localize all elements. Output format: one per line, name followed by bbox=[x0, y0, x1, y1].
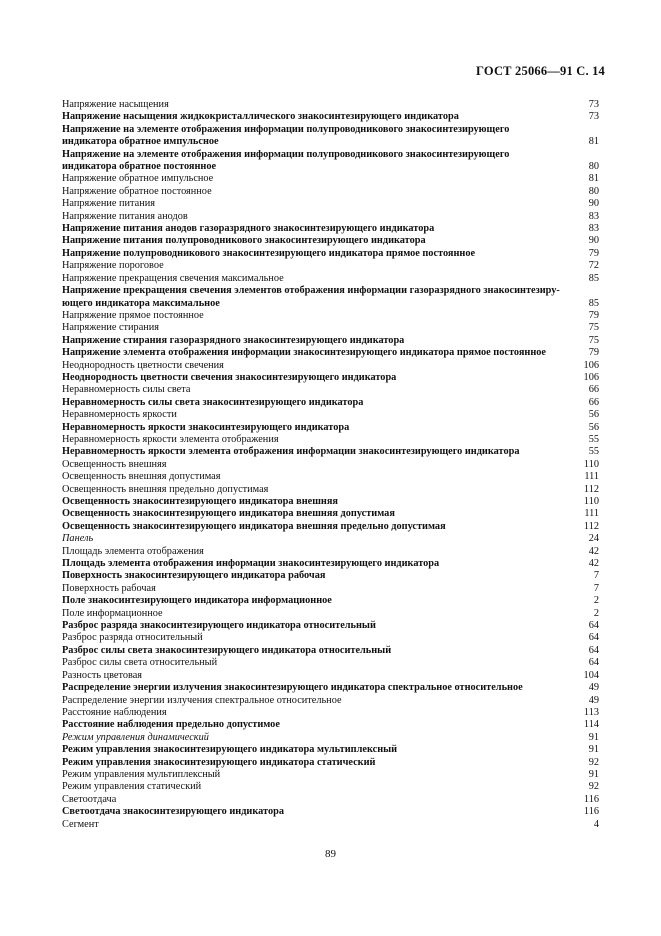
index-entry bbox=[62, 484, 599, 496]
index-page-number: 79 bbox=[588, 309, 599, 321]
index-entry bbox=[62, 149, 599, 174]
index-term: Неравномерность яркости знакосинтезирующего индикатора bbox=[62, 421, 350, 433]
index-term: Напряжение насыщения bbox=[62, 99, 169, 110]
index-page-number: 116 bbox=[583, 793, 599, 805]
index-entry bbox=[62, 173, 599, 185]
index-page-number: 85 bbox=[588, 297, 599, 309]
index-entry bbox=[62, 570, 599, 582]
index-term: Напряжение элемента отображения информации знакосинтезирующего индикатора прямое постоянное bbox=[62, 347, 546, 359]
index-term: Освещенность внешняя bbox=[62, 458, 167, 470]
index-entry bbox=[62, 335, 599, 347]
index-page-number: 2 bbox=[593, 607, 599, 619]
index-page-number: 24 bbox=[588, 533, 599, 545]
index-entry bbox=[62, 384, 599, 396]
index-entry bbox=[62, 347, 599, 359]
index-entry bbox=[62, 682, 599, 694]
index-page-number: 75 bbox=[588, 322, 599, 334]
index-term: Напряжение на элементе отображения информации полупроводникового знакосинтезирующего индикатора обратное импульсное bbox=[62, 123, 510, 148]
index-term: Напряжение прямое постоянное bbox=[62, 309, 204, 321]
index-entry bbox=[62, 732, 599, 744]
index-entry bbox=[62, 595, 599, 607]
index-term: Освещенность знакосинтезирующего индикатора внешняя допустимая bbox=[62, 508, 395, 520]
index-term: Напряжение насыщения жидкокристаллического знакосинтезирующего индикатора bbox=[62, 111, 459, 123]
index-page-number: 111 bbox=[584, 471, 599, 483]
index-term: Неравномерность силы света знакосинтезирующего индикатора bbox=[62, 396, 364, 408]
index-entry bbox=[62, 397, 599, 409]
index-entry bbox=[62, 223, 599, 235]
index-page-number: 90 bbox=[588, 198, 599, 210]
index-page-number: 110 bbox=[583, 496, 599, 507]
index-page-number: 7 bbox=[593, 582, 599, 594]
index-term: Напряжение обратное постоянное bbox=[62, 185, 212, 197]
index-page-number: 7 bbox=[593, 570, 599, 582]
index-entry bbox=[62, 111, 599, 123]
index-page-number: 55 bbox=[588, 446, 599, 458]
index-term: Напряжение питания анодов bbox=[62, 210, 188, 222]
index-term: Неравномерность яркости элемента отображения bbox=[62, 433, 279, 445]
index-page-number: 66 bbox=[588, 384, 599, 396]
index-term: Режим управления знакосинтезирующего индикатора статический bbox=[62, 756, 376, 768]
index-entry bbox=[62, 372, 599, 384]
index-term: Площадь элемента отображения bbox=[62, 545, 204, 557]
index-term: Напряжение обратное импульсное bbox=[62, 173, 214, 185]
index-term: Неравномерность яркости bbox=[62, 409, 177, 421]
index-page-number: 64 bbox=[588, 657, 599, 669]
index-term: Разброс разряда относительный bbox=[62, 632, 203, 644]
index-term: Освещенность внешняя предельно допустимая bbox=[62, 483, 269, 495]
index-term: Разброс разряда знакосинтезирующего индикатора относительный bbox=[62, 620, 376, 632]
index-entry bbox=[62, 310, 599, 322]
index-term: Напряжение стирания газоразрядного знакосинтезирующего индикатора bbox=[62, 334, 405, 346]
index-entry bbox=[62, 583, 599, 595]
index-entry bbox=[62, 260, 599, 272]
index-page-number: 42 bbox=[588, 558, 599, 570]
index-page-number: 85 bbox=[588, 272, 599, 284]
index-entry bbox=[62, 558, 599, 570]
index-page-number: 104 bbox=[583, 669, 599, 681]
index-entry bbox=[62, 769, 599, 781]
index-page-number: 114 bbox=[583, 719, 599, 731]
index-term: Напряжение прекращения свечения элементов отображения информации газоразрядного знакосинтезиру-ющего индикатора максимальное bbox=[62, 285, 560, 309]
index-entry bbox=[62, 248, 599, 260]
index-entry bbox=[62, 645, 599, 657]
index-entry bbox=[62, 211, 599, 223]
index-page-number: 92 bbox=[588, 756, 599, 768]
index-page-number: 91 bbox=[588, 744, 599, 756]
index-term: Панель bbox=[62, 533, 94, 545]
index-entry bbox=[62, 781, 599, 793]
index-page-number: 64 bbox=[588, 620, 599, 632]
index-entry bbox=[62, 508, 599, 520]
index-term: Распределение энергии излучения знакосинтезирующего индикатора спектральное относительное bbox=[62, 682, 523, 694]
index-page-number: 110 bbox=[583, 458, 599, 470]
index-page-number: 75 bbox=[588, 334, 599, 346]
index-page-number: 116 bbox=[583, 806, 599, 818]
index-page-number: 72 bbox=[588, 260, 599, 272]
page-header: ГОСТ 25066—91 С. 14 bbox=[476, 64, 605, 78]
index-entry bbox=[62, 719, 599, 731]
index-entry bbox=[62, 806, 599, 818]
index-page-number: 80 bbox=[588, 185, 599, 197]
index-page-number: 81 bbox=[588, 173, 599, 185]
index-entry bbox=[62, 632, 599, 644]
index-page-number: 92 bbox=[588, 781, 599, 793]
index-entry bbox=[62, 695, 599, 707]
index-entry bbox=[62, 322, 599, 334]
index-term: Напряжение питания полупроводникового знакосинтезирующего индикатора bbox=[62, 235, 426, 247]
index-entry bbox=[62, 521, 599, 533]
index-page-number: 80 bbox=[588, 161, 599, 173]
index-entry bbox=[62, 198, 599, 210]
index-term: Освещенность внешняя допустимая bbox=[62, 471, 221, 483]
index-entry bbox=[62, 620, 599, 632]
index-page-number: 49 bbox=[588, 694, 599, 706]
index-entry bbox=[62, 422, 599, 434]
index-entry bbox=[62, 273, 599, 285]
index-term: Распределение энергии излучения спектральное относительное bbox=[62, 694, 342, 706]
index-page-number: 55 bbox=[588, 433, 599, 445]
index-page-number: 2 bbox=[593, 595, 599, 607]
index-entry bbox=[62, 496, 599, 508]
index-term: Освещенность знакосинтезирующего индикатора внешняя bbox=[62, 496, 338, 507]
index-page-number: 81 bbox=[588, 136, 599, 148]
index-entry bbox=[62, 608, 599, 620]
index-term: Напряжение пороговое bbox=[62, 260, 164, 272]
index-page-number: 49 bbox=[588, 682, 599, 694]
index-term: Неоднородность цветности свечения знакосинтезирующего индикатора bbox=[62, 371, 397, 383]
index-entry bbox=[62, 446, 599, 458]
index-entry bbox=[62, 794, 599, 806]
index-entry bbox=[62, 459, 599, 471]
index-page-number: 83 bbox=[588, 210, 599, 222]
index-term: Напряжение питания анодов газоразрядного знакосинтезирующего индикатора bbox=[62, 223, 435, 235]
index-page-number: 4 bbox=[593, 818, 599, 830]
index-term: Светоотдача знакосинтезирующего индикатора bbox=[62, 806, 284, 818]
index-term: Неоднородность цветности свечения bbox=[62, 359, 224, 371]
index-entry bbox=[62, 744, 599, 756]
index-term: Разброс силы света относительный bbox=[62, 657, 218, 669]
index-term: Освещенность знакосинтезирующего индикатора внешняя предельно допустимая bbox=[62, 520, 446, 532]
index-entry bbox=[62, 546, 599, 558]
index-term: Поле знакосинтезирующего индикатора информационное bbox=[62, 595, 332, 607]
index-entry bbox=[62, 186, 599, 198]
index-page-number: 56 bbox=[588, 421, 599, 433]
index-page-number: 79 bbox=[588, 247, 599, 259]
index-term: Поверхность рабочая bbox=[62, 582, 156, 594]
index-page-number: 112 bbox=[583, 483, 599, 495]
index-page-number: 64 bbox=[588, 644, 599, 656]
index-page-number: 42 bbox=[588, 545, 599, 557]
index-term: Напряжение полупроводникового знакосинтезирующего индикатора прямое постоянное bbox=[62, 247, 476, 259]
index-page-number: 79 bbox=[588, 347, 599, 359]
index-term: Напряжение стирания bbox=[62, 322, 160, 334]
index-entry bbox=[62, 471, 599, 483]
index-page-number: 106 bbox=[583, 359, 599, 371]
index-entry bbox=[62, 657, 599, 669]
index-term: Поле информационное bbox=[62, 607, 163, 619]
index-page-number: 90 bbox=[588, 235, 599, 247]
index-term: Режим управления мультиплексный bbox=[62, 768, 221, 780]
index-entry bbox=[62, 819, 599, 831]
index-page-number: 111 bbox=[584, 508, 599, 520]
index-term: Расстояние наблюдения bbox=[62, 706, 167, 718]
index-term: Поверхность знакосинтезирующего индикатора рабочая bbox=[62, 570, 326, 582]
index-term: Режим управления динамический bbox=[62, 731, 209, 743]
index-term: Напряжение прекращения свечения максимальное bbox=[62, 272, 284, 284]
index-entry bbox=[62, 409, 599, 421]
index-entry bbox=[62, 707, 599, 719]
index-term: Расстояние наблюдения предельно допустимое bbox=[62, 719, 280, 731]
index-term: Напряжение питания bbox=[62, 198, 155, 210]
index-entry bbox=[62, 533, 599, 545]
index-term: Разброс силы света знакосинтезирующего индикатора относительный bbox=[62, 644, 392, 656]
index-term: Сегмент bbox=[62, 818, 99, 830]
index-page-number: 91 bbox=[588, 731, 599, 743]
index-entry bbox=[62, 124, 599, 149]
index-term: Неравномерность силы света bbox=[62, 384, 191, 396]
index-entry bbox=[62, 434, 599, 446]
index-page-number: 113 bbox=[583, 706, 599, 718]
index-term: Площадь элемента отображения информации знакосинтезирующего индикатора bbox=[62, 558, 440, 570]
index-page-number: 91 bbox=[588, 768, 599, 780]
index-entry bbox=[62, 285, 599, 310]
index-page-number: 66 bbox=[588, 396, 599, 408]
index-term: Напряжение на элементе отображения информации полупроводникового знакосинтезирующего индикатора обратное постоянное bbox=[62, 148, 510, 173]
index-term: Светоотдача bbox=[62, 793, 117, 805]
index-page-number: 64 bbox=[588, 632, 599, 644]
index-page-number: 73 bbox=[588, 99, 599, 110]
page-number: 89 bbox=[325, 848, 336, 860]
index-page-number: 83 bbox=[588, 223, 599, 235]
index-page-number: 73 bbox=[588, 111, 599, 123]
index-entry bbox=[62, 757, 599, 769]
index-page-number: 112 bbox=[583, 520, 599, 532]
index-entry bbox=[62, 99, 599, 111]
term-index bbox=[62, 99, 599, 831]
index-term: Неравномерность яркости элемента отображения информации знакосинтезирующего индикатора bbox=[62, 446, 520, 458]
index-entry bbox=[62, 360, 599, 372]
index-page-number: 106 bbox=[583, 371, 599, 383]
index-entry bbox=[62, 235, 599, 247]
index-term: Режим управления знакосинтезирующего индикатора мультиплексный bbox=[62, 744, 398, 756]
index-page-number: 56 bbox=[588, 409, 599, 421]
index-entry bbox=[62, 670, 599, 682]
index-term: Режим управления статический bbox=[62, 781, 202, 793]
index-term: Разность цветовая bbox=[62, 669, 143, 681]
